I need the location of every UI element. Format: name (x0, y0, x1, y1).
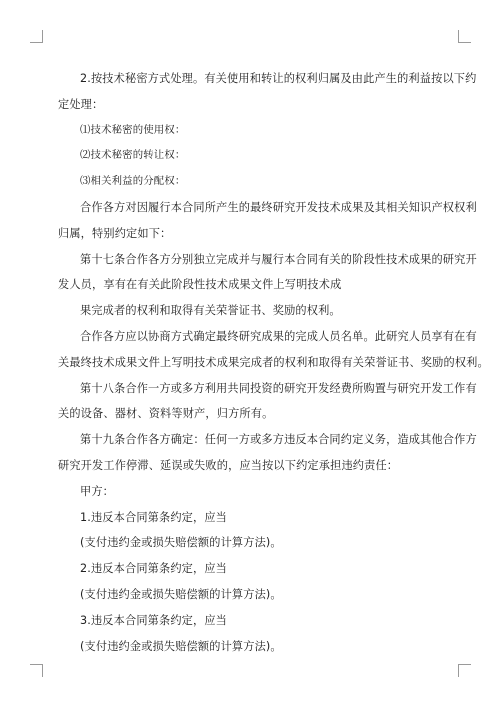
paragraph-line: (支付违约金或损失赔偿额的计算方法)。 (80, 536, 282, 550)
crop-mark-bottom-left (30, 664, 43, 677)
list-item: ⑶相关利益的分配权： (80, 175, 186, 188)
crop-mark-top-right (458, 30, 471, 43)
paragraph-line: 研究开发工作停滞、延误或失败的，应当按以下约定承担违约责任： (58, 458, 399, 472)
paragraph-line: (支付违约金或损失赔偿额的计算方法)。 (80, 639, 282, 653)
paragraph-line: 第十八条合作一方或多方利用共同投资的研究开发经费所购置与研究开发工作有 (80, 381, 477, 395)
paragraph-line: 第十七条合作各方分别独立完成并与履行本合同有关的阶段性技术成果的研究开 (80, 252, 477, 266)
paragraph-line: 合作各方应以协商方式确定最终研究成果的完成人员名单。此研究人员享有在有 (80, 329, 477, 343)
document-body (58, 66, 489, 659)
paragraph-line: 果完成者的权利和取得有关荣誉证书、奖励的权利。 (80, 304, 341, 318)
paragraph-line: 合作各方对因履行本合同所产生的最终研究开发技术成果及其相关知识产权权利 (80, 200, 477, 214)
paragraph-line: 甲方： (80, 484, 115, 498)
paragraph-line: 1.违反本合同第条约定，应当 (80, 510, 228, 524)
list-item: ⑴技术秘密的使用权： (80, 123, 186, 136)
paragraph-line: (支付违约金或损失赔偿额的计算方法)。 (80, 587, 282, 601)
paragraph-line: 关最终技术成果文件上写明技术成果完成者的权利和取得有关荣誉证书、奖励的权利。 (58, 355, 489, 369)
crop-mark-bottom-right (458, 664, 471, 677)
paragraph-line: 归属，特别约定如下： (58, 226, 172, 240)
paragraph-line: 发人员，享有在有关此阶段性技术成果文件上写明技术成 (58, 278, 342, 292)
paragraph-line: 关的设备、器材、资料等财产，归方所有。 (58, 407, 274, 421)
list-item: ⑵技术秘密的转让权： (80, 149, 186, 162)
paragraph-line: 2.按技术秘密方式处理。有关使用和转让的权利归属及由此产生的利益按以下约 (80, 72, 477, 85)
paragraph-line: 3.违反本合同第条约定，应当 (80, 613, 228, 627)
paragraph-line: 定处理： (58, 97, 104, 111)
paragraph-line: 第十九条合作各方确定：任何一方或多方违反本合同约定义务，造成其他合作方 (80, 433, 477, 447)
crop-mark-top-left (30, 30, 43, 43)
paragraph-line: 2.违反本合同第条约定，应当 (80, 562, 228, 576)
